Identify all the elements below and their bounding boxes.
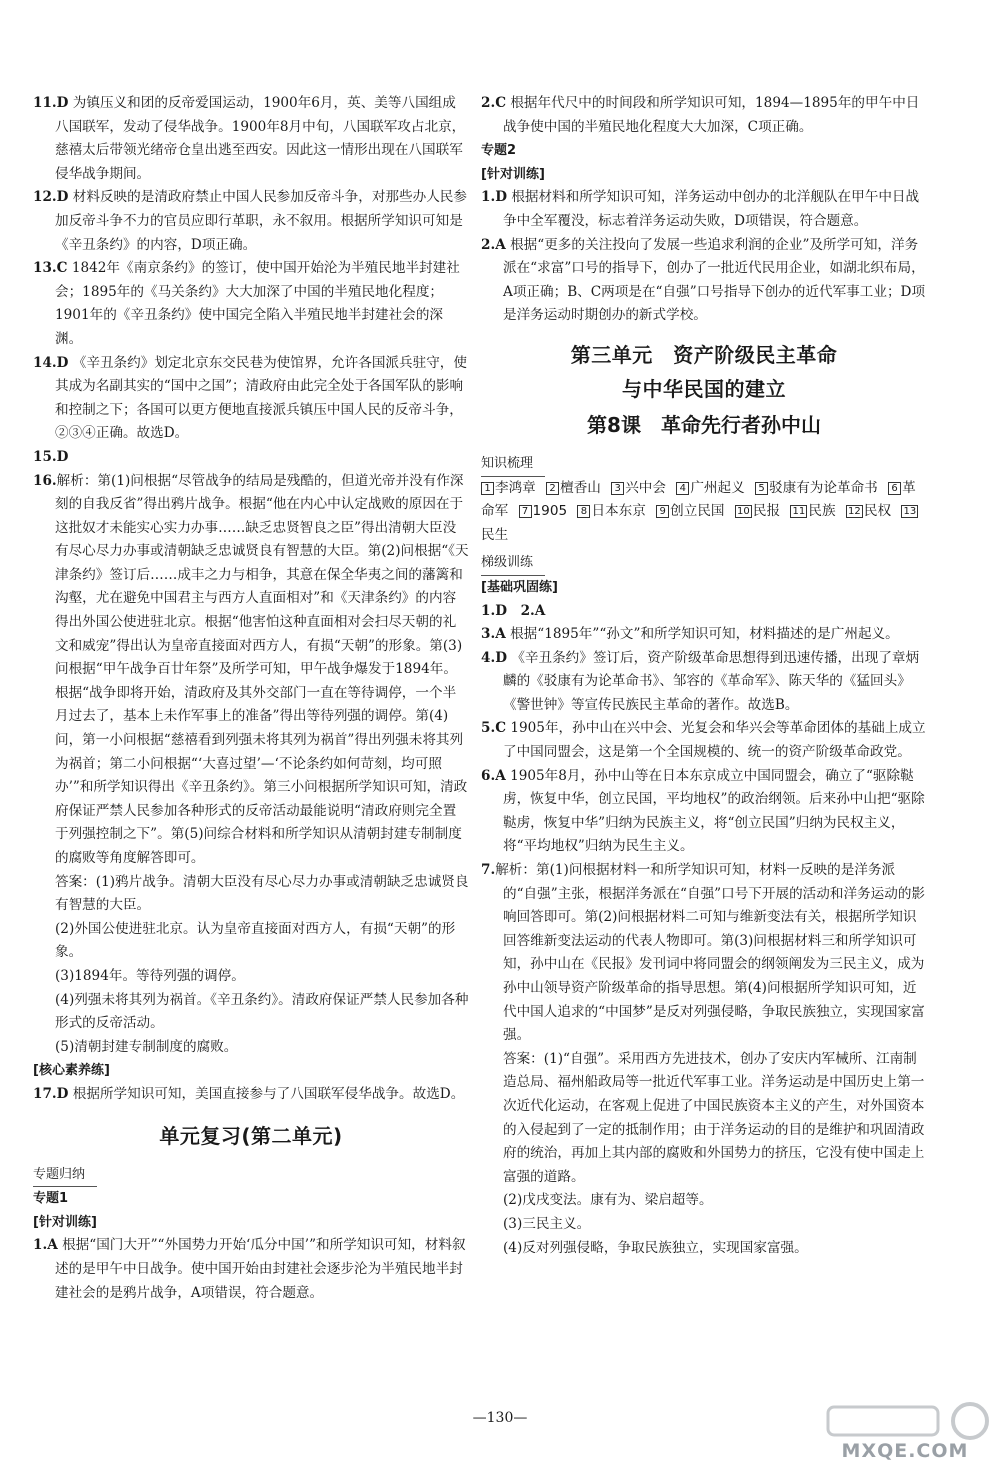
unit3-title-line1: 第三单元 资产阶级民主革命: [570, 342, 838, 367]
lesson8-answer-3: 3.A 根据“1895年”“孙文”和所学知识可知，材料描述的是广州起义。: [481, 626, 899, 643]
knowledge-item: 4 广州起义: [676, 480, 744, 496]
answer-16-line-2: (2)外国公使进驻北京。认为皇帝直接面对西方人，有损“天朝”的形象。: [55, 920, 456, 961]
unit3-title-line2: 与中华民国的建立: [622, 376, 786, 401]
knowledge-item: 1 李鸿章: [481, 480, 536, 496]
zhuanti2-label: 专题2: [481, 143, 517, 159]
hexin-label: [核心素养练]: [33, 1063, 110, 1079]
lesson8-answer-4: 4.D 《辛丑条约》签订后，资产阶级革命思想得到迅速传播，出现了章炳麟的《驳康有为论革命书》、邹容的《革命军》、陈天华的《猛回头》《警世钟》等宣传民族民主革命的著作。故选B。: [481, 649, 920, 713]
zhuanti-guina-label: 专题归纳: [33, 1163, 97, 1188]
knowledge-item: 3 兴中会: [611, 480, 666, 496]
lesson8-answer-6: 6.A 1905年8月，孙中山等在日本东京成立中国同盟会，确立了“驱除鞑虏，恢复中华，创立民国，平均地权”的政治纲领。后来孙中山把“驱除鞑虏，恢复中华”归纳为民族主义，将“创立民国”归纳为民权主义，将“平均地权”归纳为民生主义。: [481, 767, 925, 855]
right-column: [481, 92, 927, 1260]
answer-16-line-4: (4)列强未将其列为祸首。《辛丑条约》。清政府保证严禁人民参加各种形式的反帝活动。: [55, 991, 469, 1032]
zhuanti1-label: 专题1: [33, 1191, 69, 1207]
zhishi-shuli-label: 知识梳理: [481, 452, 545, 477]
lesson8-answer-7: 7.解析：第(1)问根据材料一和所学知识可知，材料一反映的是洋务派的“自强”主张，根据洋务派在“自强”口号下开展的活动和洋务运动的影响回答即可。第(2)问根据材料二可知与维新变法有关，根据所学知识回答维新变法运动的代表人物即可。第(3)问根据材料三和所学知识可知，孙中山在《民报》发刊词中将同盟会的纲领阐发为三民主义，成为孙中山领导资产阶级革命的指导思想。第(4)问根据所学知识可知，近代中国人追求的“中国梦”是反对列强侵略，争取民族独立，实现国家富强。: [481, 862, 926, 1044]
knowledge-item: 8 日本东京: [577, 503, 645, 519]
answer-16-line-1: 答案：(1)鸦片战争。清朝大臣没有尽心尽力办事或清朝缺乏忠诚贤良有智慧的大臣。: [55, 873, 469, 914]
knowledge-item: 13民生: [481, 503, 919, 543]
answer-item-12: 12.D 材料反映的是清政府禁止中国人民参加反帝斗争，对那些办人民参加反帝斗争不力的官员应即行革职，永不叙用。根据所学知识可知是《辛丑条约》的内容，D项正确。: [33, 189, 467, 253]
zhendui1-label: [针对训练]: [33, 1214, 97, 1230]
knowledge-item: 9 创立民国: [656, 503, 724, 519]
unit-review-title: 单元复习(第二单元): [159, 1123, 343, 1148]
z2-answer-item-1: 1.D 根据材料和所学知识可知，洋务运动中创办的北洋舰队在甲午中日战争中全军覆没，标志着洋务运动失败，D项错误，符合题意。: [481, 189, 920, 229]
tiji-xunlian-label: 梯级训练: [481, 551, 545, 576]
lesson8-answer-1-2: 1.D 2.A: [481, 602, 546, 619]
lesson8-answer-5: 5.C 1905年，孙中山在兴中会、光复会和华兴会等革命团体的基础上成立了中国同盟会，这是第一个全国规模的、统一的资产阶级革命政党。: [481, 720, 926, 761]
watermark-site-text: MXQE.COM: [841, 1440, 969, 1462]
answer-16-line-3: (3)1894年。等待列强的调停。: [55, 967, 245, 984]
answer-item-11: 11.D 为镇压义和团的反帝爱国运动，1900年6月，英、美等八国组成八国联军，发动了侵华战争。1900年8月中旬，八国联军攻占北京，慈禧太后带领光绪帝仓皇出逃至西安。因此这一情形出现在八国联军侵华战争期间。: [33, 95, 466, 182]
lesson8-title: 第8课 革命先行者孙中山: [587, 412, 821, 437]
jichu-label: [基础巩固练]: [481, 579, 558, 595]
knowledge-list: [481, 477, 927, 548]
answer-item-14: 14.D 《辛丑条约》划定北京东交民巷为使馆界，允许各国派兵驻守，使其成为名副其实的“国中之国”；清政府由此完全处于各国军队的影响和控制之下；各国可以更方便地直接派兵镇压中国人民的反帝斗争，②③④正确。故选D。: [33, 354, 467, 442]
z2-answer-item-2: 2.A 根据“更多的关注投向了发展一些追求利润的企业”及所学可知，洋务派在“求富”口号的指导下，创办了一批近代民用企业，如湖北织布局，A项正确；B、C两项是在“自强”口号指导下创办的近代军事工业；D项是洋务运动时期创办的新式学校。: [481, 236, 926, 324]
answer-item-15: 15.D: [33, 448, 69, 465]
knowledge-item: 11 民族: [790, 503, 835, 519]
answer-7-line-2: (2)戊戌变法。康有为、梁启超等。: [503, 1192, 713, 1209]
answer-16-line-5: (5)清朝封建专制制度的腐败。: [55, 1038, 238, 1055]
answer-7-line-1: 答案：(1)“自强”。采用西方先进技术，创办了安庆内军械所、江南制造总局、福州船政局等一批近代军事工业。洋务运动是中国历史上第一次近代化运动，在客观上促进了中国民族资本主义的产生，对外国资本的入侵起到了一定的抵制作用；由于洋务运动的目的是维护和巩固清政府的统治，再加上其内部的腐败和外国势力的挤压，它没有使中国走上富强的道路。: [503, 1050, 925, 1185]
z1-answer-item-2: 2.C 根据年代尺中的时间段和所学知识可知，1894—1895年的甲午中日战争使中国的半殖民地化程度大大加深，C项正确。: [481, 95, 920, 135]
left-column: [33, 92, 469, 1305]
z1-answer-item-1: 1.A 根据“国门大开”“外国势力开始‘瓜分中国’”和所学知识可知，材料叙述的是甲午中日战争。使中国开始由封建社会逐步沦为半殖民地半封建社会的是鸦片战争，A项错误，符合题意。: [33, 1237, 466, 1301]
knowledge-item: 6 革命军: [481, 479, 916, 520]
answer-item-17: 17.D 根据所学知识可知，美国直接参与了八国联军侵华战争。故选D。: [33, 1085, 465, 1102]
knowledge-item: 12 民权: [846, 503, 891, 519]
answer-item-16: 16.解析：第(1)问根据“尽管战争的结局是残酷的，但道光帝并没有作深刻的自我反省”得出鸦片战争。根据“他在内心中认定战败的原因在于这批奴才未能实心实力办事……缺乏忠贤智良之臣”得出清朝大臣没有尽心尽力办事或清朝缺乏忠诚贤良有智慧的大臣。第(2)问根据“《天津条约》签订后……成丰之力与相争，其意在保全华夷之间的藩篱和沟壑，尤在避免中国君主与西方人直面相对”和《天津条约》的内容得出外国公使进驻北京。根据“他害怕这种直面相对会扫尽天朝的礼文和威宠”得出认为皇帝直接面对西方人，有损“天朝”的形象。第(3)问根据“甲午战争百廿年祭”及所学可知，甲午战争爆发于1894年。根据“战争即将开始，清政府及其外交部门一直在等待调停，一个半月过去了，基本上未作军事上的准备”得出等待列强的调停。第(4)问，第一小问根据“慈禧看到列强未将其列为祸首”得出列强未将其列为祸首；第二小问根据“‘大喜过望’—‘不论条约如何苛刻，均可照办’”和所学知识得出《辛丑条约》。第三小问根据所学知识可知，清政府保证严禁人民参加各种形式的反帝活动最能说明“清政府则完全置于列强控制之下”。第(5)问综合材料和所学知识从清朝封建专制制度的腐败等角度解答即可。: [33, 472, 469, 866]
page-number: —130—: [472, 1410, 528, 1426]
knowledge-item: 10 民报: [735, 503, 780, 519]
answer-item-13: 13.C 1842年《南京条约》的签订，使中国开始沦为半殖民地半封建社会；1895年的《马关条约》大大加深了中国的半殖民地化程度；1901年的《辛丑条约》使中国完全陷入半殖民地半封建社会的深渊。: [33, 260, 460, 347]
knowledge-item: 2 檀香山: [546, 480, 601, 496]
knowledge-item: 7 1905: [519, 503, 568, 519]
zhendui2-label: [针对训练]: [481, 166, 545, 182]
answer-7-line-3: (3)三民主义。: [503, 1215, 591, 1232]
knowledge-item: 5 驳康有为论革命书: [755, 480, 878, 496]
answer-7-line-4: (4)反对列强侵略，争取民族独立，实现国家富强。: [503, 1239, 808, 1256]
